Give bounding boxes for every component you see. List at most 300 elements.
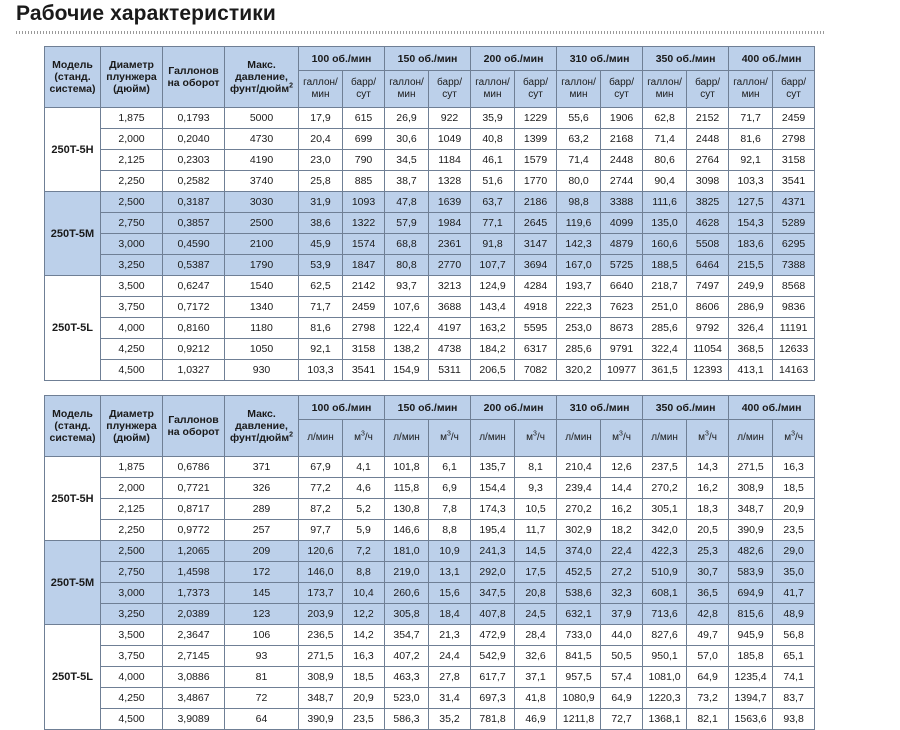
data-cell: 18,5 xyxy=(773,478,815,499)
header-model-label: Модель (станд. система) xyxy=(49,408,96,444)
model-cell: 250T-5H xyxy=(45,108,101,192)
data-cell: 37,1 xyxy=(515,667,557,688)
data-cell: 87,2 xyxy=(299,499,343,520)
data-cell: 103,3 xyxy=(299,360,343,381)
data-cell: 1211,8 xyxy=(557,709,601,730)
performance-table-metric xyxy=(44,395,815,730)
data-cell: 188,5 xyxy=(643,255,687,276)
data-cell: 239,4 xyxy=(557,478,601,499)
header-max-pressure-label: Макс. давление, фунт/дюйм xyxy=(229,59,290,95)
data-cell: 270,2 xyxy=(643,478,687,499)
data-cell: 1229 xyxy=(515,108,557,129)
data-cell: 538,6 xyxy=(557,583,601,604)
data-cell: 215,5 xyxy=(729,255,773,276)
data-cell: 241,3 xyxy=(471,541,515,562)
data-cell: 1220,3 xyxy=(643,688,687,709)
table-row xyxy=(45,520,815,541)
data-cell: 146,6 xyxy=(385,520,429,541)
header-unit-volume-suffix: /ч xyxy=(708,432,717,443)
data-cell: 523,0 xyxy=(385,688,429,709)
data-cell: 694,9 xyxy=(729,583,773,604)
data-cell: 183,6 xyxy=(729,234,773,255)
table-row xyxy=(45,129,815,150)
table-row xyxy=(45,360,815,381)
data-cell: 957,5 xyxy=(557,667,601,688)
data-cell: 10,4 xyxy=(343,583,385,604)
data-cell: 12633 xyxy=(773,339,815,360)
data-cell: 103,3 xyxy=(729,171,773,192)
data-cell: 5725 xyxy=(601,255,643,276)
data-cell: 81,6 xyxy=(729,129,773,150)
table-row xyxy=(45,318,815,339)
data-cell: 7,8 xyxy=(429,499,471,520)
data-cell: 2,500 xyxy=(101,192,163,213)
header-unit-volume xyxy=(601,420,643,457)
data-cell: 106 xyxy=(225,625,299,646)
data-cell: 1081,0 xyxy=(643,667,687,688)
data-cell: 945,9 xyxy=(729,625,773,646)
data-cell: 8673 xyxy=(601,318,643,339)
data-cell: 185,8 xyxy=(729,646,773,667)
data-cell: 2,500 xyxy=(101,541,163,562)
data-cell: 6,1 xyxy=(429,457,471,478)
data-cell: 790 xyxy=(343,150,385,171)
data-cell: 463,3 xyxy=(385,667,429,688)
data-cell: 55,6 xyxy=(557,108,601,129)
data-cell: 130,8 xyxy=(385,499,429,520)
data-cell: 127,5 xyxy=(729,192,773,213)
data-cell: 35,0 xyxy=(773,562,815,583)
data-cell: 93,8 xyxy=(773,709,815,730)
data-cell: 16,2 xyxy=(687,478,729,499)
data-cell: 5595 xyxy=(515,318,557,339)
data-cell: 2168 xyxy=(601,129,643,150)
data-cell: 219,0 xyxy=(385,562,429,583)
data-cell: 1847 xyxy=(343,255,385,276)
data-cell: 510,9 xyxy=(643,562,687,583)
data-cell: 348,7 xyxy=(299,688,343,709)
data-cell: 93,7 xyxy=(385,276,429,297)
header-unit-volume-label: барр/ сут xyxy=(437,77,462,100)
data-cell: 8,8 xyxy=(429,520,471,541)
data-cell: 1579 xyxy=(515,150,557,171)
data-cell: 3,000 xyxy=(101,234,163,255)
data-cell: 342,0 xyxy=(643,520,687,541)
model-cell: 250T-5M xyxy=(45,541,101,625)
data-cell: 210,4 xyxy=(557,457,601,478)
data-cell: 73,2 xyxy=(687,688,729,709)
data-cell: 81 xyxy=(225,667,299,688)
data-cell: 2,125 xyxy=(101,150,163,171)
data-cell: 5508 xyxy=(687,234,729,255)
data-cell: 16,3 xyxy=(773,457,815,478)
header-unit-volume-label: барр/ сут xyxy=(351,77,376,100)
data-cell: 98,8 xyxy=(557,192,601,213)
data-cell: 167,0 xyxy=(557,255,601,276)
data-cell: 38,6 xyxy=(299,213,343,234)
data-cell: 6,9 xyxy=(429,478,471,499)
data-cell: 31,4 xyxy=(429,688,471,709)
data-cell: 390,9 xyxy=(299,709,343,730)
header-rpm-group: 400 об./мин xyxy=(729,396,815,420)
data-cell: 4,000 xyxy=(101,318,163,339)
data-cell: 407,8 xyxy=(471,604,515,625)
data-cell: 4,1 xyxy=(343,457,385,478)
table-row xyxy=(45,255,815,276)
header-unit-volume-label: барр/ сут xyxy=(781,77,807,100)
data-cell: 122,4 xyxy=(385,318,429,339)
data-cell: 47,8 xyxy=(385,192,429,213)
data-cell: 18,3 xyxy=(687,499,729,520)
data-cell: 48,9 xyxy=(773,604,815,625)
data-cell: 1790 xyxy=(225,255,299,276)
header-unit-volume-suffix: /ч xyxy=(794,432,803,443)
data-cell: 107,7 xyxy=(471,255,515,276)
header-unit-volume-prefix: м xyxy=(784,432,792,443)
table-row xyxy=(45,583,815,604)
data-cell: 407,2 xyxy=(385,646,429,667)
data-cell: 0,8160 xyxy=(163,318,225,339)
data-cell: 236,5 xyxy=(299,625,343,646)
data-cell: 260,6 xyxy=(385,583,429,604)
data-cell: 8,8 xyxy=(343,562,385,583)
data-cell: 138,2 xyxy=(385,339,429,360)
data-cell: 45,9 xyxy=(299,234,343,255)
data-cell: 8568 xyxy=(773,276,815,297)
model-cell: 250T-5M xyxy=(45,192,101,276)
header-max-pressure-label: Макс. давление, фунт/дюйм xyxy=(229,408,290,444)
data-cell: 2,3647 xyxy=(163,625,225,646)
table-row xyxy=(45,499,815,520)
data-cell: 57,0 xyxy=(687,646,729,667)
data-cell: 2798 xyxy=(773,129,815,150)
data-cell: 3158 xyxy=(343,339,385,360)
data-cell: 7,2 xyxy=(343,541,385,562)
data-cell: 3688 xyxy=(429,297,471,318)
data-cell: 0,2040 xyxy=(163,129,225,150)
data-cell: 3,750 xyxy=(101,297,163,318)
data-cell: 0,6247 xyxy=(163,276,225,297)
data-cell: 5289 xyxy=(773,213,815,234)
table-row xyxy=(45,625,815,646)
data-cell: 7497 xyxy=(687,276,729,297)
data-cell: 26,9 xyxy=(385,108,429,129)
header-rpm-group: 400 об./мин xyxy=(729,47,815,71)
data-cell: 135,0 xyxy=(643,213,687,234)
data-cell: 23,0 xyxy=(299,150,343,171)
header-max-pressure-superscript: 2 xyxy=(289,431,294,439)
data-cell: 2798 xyxy=(343,318,385,339)
data-cell: 57,9 xyxy=(385,213,429,234)
data-cell: 16,3 xyxy=(343,646,385,667)
data-cell: 181,0 xyxy=(385,541,429,562)
data-cell: 286,9 xyxy=(729,297,773,318)
data-cell: 1574 xyxy=(343,234,385,255)
data-cell: 14163 xyxy=(773,360,815,381)
data-cell: 3030 xyxy=(225,192,299,213)
data-cell: 249,9 xyxy=(729,276,773,297)
data-cell: 0,2303 xyxy=(163,150,225,171)
header-unit-volume-label: барр/ сут xyxy=(695,77,721,100)
table-row xyxy=(45,213,815,234)
data-cell: 62,5 xyxy=(299,276,343,297)
data-cell: 22,4 xyxy=(601,541,643,562)
data-cell: 3,500 xyxy=(101,276,163,297)
data-cell: 0,3187 xyxy=(163,192,225,213)
data-cell: 80,8 xyxy=(385,255,429,276)
data-cell: 38,7 xyxy=(385,171,429,192)
data-cell: 74,1 xyxy=(773,667,815,688)
data-cell: 733,0 xyxy=(557,625,601,646)
data-cell: 107,6 xyxy=(385,297,429,318)
table-row xyxy=(45,339,815,360)
header-model xyxy=(45,396,101,457)
data-cell: 2100 xyxy=(225,234,299,255)
data-cell: 4918 xyxy=(515,297,557,318)
data-cell: 713,6 xyxy=(643,604,687,625)
data-cell: 62,8 xyxy=(643,108,687,129)
data-cell: 77,2 xyxy=(299,478,343,499)
data-cell: 21,3 xyxy=(429,625,471,646)
header-unit-flow: л/мин xyxy=(643,420,687,457)
data-cell: 2,0389 xyxy=(163,604,225,625)
data-cell: 135,7 xyxy=(471,457,515,478)
data-cell: 4738 xyxy=(429,339,471,360)
data-cell: 1080,9 xyxy=(557,688,601,709)
data-cell: 36,5 xyxy=(687,583,729,604)
data-cell: 583,9 xyxy=(729,562,773,583)
data-cell: 452,5 xyxy=(557,562,601,583)
data-cell: 8606 xyxy=(687,297,729,318)
data-cell: 308,9 xyxy=(729,478,773,499)
data-cell: 24,5 xyxy=(515,604,557,625)
data-cell: 2,7145 xyxy=(163,646,225,667)
data-cell: 3694 xyxy=(515,255,557,276)
data-cell: 0,7172 xyxy=(163,297,225,318)
header-unit-volume xyxy=(687,420,729,457)
header-unit-volume-superscript: 3 xyxy=(533,430,537,438)
data-cell: 193,7 xyxy=(557,276,601,297)
header-rpm-group: 100 об./мин xyxy=(299,396,385,420)
data-cell: 12,6 xyxy=(601,457,643,478)
data-cell: 14,5 xyxy=(515,541,557,562)
data-cell: 472,9 xyxy=(471,625,515,646)
data-cell: 0,9212 xyxy=(163,339,225,360)
data-cell: 237,5 xyxy=(643,457,687,478)
data-cell: 0,6786 xyxy=(163,457,225,478)
data-cell: 3,250 xyxy=(101,604,163,625)
data-cell: 20,4 xyxy=(299,129,343,150)
data-cell: 697,3 xyxy=(471,688,515,709)
header-unit-volume-superscript: 3 xyxy=(619,430,623,438)
data-cell: 1394,7 xyxy=(729,688,773,709)
data-cell: 11054 xyxy=(687,339,729,360)
data-cell: 615 xyxy=(343,108,385,129)
data-cell: 90,4 xyxy=(643,171,687,192)
data-cell: 0,9772 xyxy=(163,520,225,541)
data-cell: 143,4 xyxy=(471,297,515,318)
header-rpm-group: 100 об./мин xyxy=(299,47,385,71)
table-row xyxy=(45,171,815,192)
data-cell: 815,6 xyxy=(729,604,773,625)
data-cell: 1,875 xyxy=(101,457,163,478)
data-cell: 35,2 xyxy=(429,709,471,730)
data-cell: 308,9 xyxy=(299,667,343,688)
data-cell: 30,6 xyxy=(385,129,429,150)
data-cell: 18,4 xyxy=(429,604,471,625)
data-cell: 91,8 xyxy=(471,234,515,255)
data-cell: 101,8 xyxy=(385,457,429,478)
data-cell: 2152 xyxy=(687,108,729,129)
data-cell: 82,1 xyxy=(687,709,729,730)
header-unit-volume-superscript: 3 xyxy=(791,430,795,438)
data-cell: 71,4 xyxy=(557,150,601,171)
data-cell: 27,2 xyxy=(601,562,643,583)
data-cell: 2,750 xyxy=(101,213,163,234)
data-cell: 2,750 xyxy=(101,562,163,583)
data-cell: 93 xyxy=(225,646,299,667)
data-cell: 71,4 xyxy=(643,129,687,150)
header-unit-flow: галлон/ мин xyxy=(299,71,343,108)
data-cell: 49,7 xyxy=(687,625,729,646)
header-gallons-per-rev-label: Галлонов на оборот xyxy=(167,414,220,438)
data-cell: 632,1 xyxy=(557,604,601,625)
model-cell: 250T-5H xyxy=(45,457,101,541)
data-cell: 12393 xyxy=(687,360,729,381)
data-cell: 64 xyxy=(225,709,299,730)
data-cell: 23,5 xyxy=(343,709,385,730)
data-cell: 4879 xyxy=(601,234,643,255)
data-cell: 184,2 xyxy=(471,339,515,360)
data-cell: 1322 xyxy=(343,213,385,234)
data-cell: 16,2 xyxy=(601,499,643,520)
header-rpm-group: 200 об./мин xyxy=(471,396,557,420)
data-cell: 354,7 xyxy=(385,625,429,646)
header-unit-flow: галлон/ мин xyxy=(643,71,687,108)
header-gallons-per-rev-label: Галлонов на оборот xyxy=(167,65,220,89)
data-cell: 885 xyxy=(343,171,385,192)
data-cell: 371 xyxy=(225,457,299,478)
data-cell: 14,4 xyxy=(601,478,643,499)
data-cell: 115,8 xyxy=(385,478,429,499)
header-unit-volume-label: барр/ сут xyxy=(523,77,549,100)
header-unit-flow: л/мин xyxy=(471,420,515,457)
data-cell: 326,4 xyxy=(729,318,773,339)
data-cell: 172 xyxy=(225,562,299,583)
data-cell: 5,9 xyxy=(343,520,385,541)
data-cell: 7623 xyxy=(601,297,643,318)
data-cell: 271,5 xyxy=(729,457,773,478)
data-cell: 44,0 xyxy=(601,625,643,646)
data-cell: 930 xyxy=(225,360,299,381)
data-cell: 6295 xyxy=(773,234,815,255)
data-cell: 2459 xyxy=(773,108,815,129)
data-cell: 361,5 xyxy=(643,360,687,381)
data-cell: 586,3 xyxy=(385,709,429,730)
table-row xyxy=(45,276,815,297)
data-cell: 51,6 xyxy=(471,171,515,192)
data-cell: 542,9 xyxy=(471,646,515,667)
header-unit-volume-suffix: /ч xyxy=(364,432,373,443)
header-rpm-group: 310 об./мин xyxy=(557,47,643,71)
data-cell: 413,1 xyxy=(729,360,773,381)
data-cell: 302,9 xyxy=(557,520,601,541)
data-cell: 20,9 xyxy=(343,688,385,709)
data-cell: 222,3 xyxy=(557,297,601,318)
header-max-pressure xyxy=(225,47,299,108)
data-cell: 841,5 xyxy=(557,646,601,667)
data-cell: 3213 xyxy=(429,276,471,297)
data-cell: 154,9 xyxy=(385,360,429,381)
data-cell: 1563,6 xyxy=(729,709,773,730)
header-unit-volume xyxy=(773,420,815,457)
data-cell: 68,8 xyxy=(385,234,429,255)
data-cell: 3825 xyxy=(687,192,729,213)
data-cell: 285,6 xyxy=(643,318,687,339)
data-cell: 2186 xyxy=(515,192,557,213)
data-cell: 2,125 xyxy=(101,499,163,520)
data-cell: 617,7 xyxy=(471,667,515,688)
data-cell: 7082 xyxy=(515,360,557,381)
data-cell: 42,8 xyxy=(687,604,729,625)
data-cell: 154,3 xyxy=(729,213,773,234)
data-cell: 63,7 xyxy=(471,192,515,213)
data-cell: 3098 xyxy=(687,171,729,192)
data-cell: 30,7 xyxy=(687,562,729,583)
data-cell: 9791 xyxy=(601,339,643,360)
performance-table-imperial xyxy=(44,46,815,381)
data-cell: 17,5 xyxy=(515,562,557,583)
data-cell: 3147 xyxy=(515,234,557,255)
data-cell: 24,4 xyxy=(429,646,471,667)
data-cell: 5311 xyxy=(429,360,471,381)
data-cell: 174,3 xyxy=(471,499,515,520)
table-row xyxy=(45,478,815,499)
data-cell: 1340 xyxy=(225,297,299,318)
data-cell: 4371 xyxy=(773,192,815,213)
data-cell: 482,6 xyxy=(729,541,773,562)
header-rpm-group: 150 об./мин xyxy=(385,47,471,71)
data-cell: 57,4 xyxy=(601,667,643,688)
data-cell: 17,9 xyxy=(299,108,343,129)
data-cell: 390,9 xyxy=(729,520,773,541)
header-rpm-group: 150 об./мин xyxy=(385,396,471,420)
data-cell: 271,5 xyxy=(299,646,343,667)
data-cell: 1,0327 xyxy=(163,360,225,381)
data-cell: 257 xyxy=(225,520,299,541)
data-cell: 3,9089 xyxy=(163,709,225,730)
data-cell: 72,7 xyxy=(601,709,643,730)
header-unit-volume-prefix: м xyxy=(698,432,706,443)
data-cell: 41,7 xyxy=(773,583,815,604)
data-cell: 53,9 xyxy=(299,255,343,276)
header-unit-volume xyxy=(601,71,643,108)
data-cell: 6640 xyxy=(601,276,643,297)
data-cell: 4190 xyxy=(225,150,299,171)
header-gallons-per-rev xyxy=(163,47,225,108)
data-cell: 81,6 xyxy=(299,318,343,339)
data-cell: 20,5 xyxy=(687,520,729,541)
data-cell: 3,500 xyxy=(101,625,163,646)
data-cell: 10977 xyxy=(601,360,643,381)
data-cell: 322,4 xyxy=(643,339,687,360)
data-cell: 285,6 xyxy=(557,339,601,360)
data-cell: 781,8 xyxy=(471,709,515,730)
data-cell: 6464 xyxy=(687,255,729,276)
data-cell: 15,6 xyxy=(429,583,471,604)
data-cell: 2770 xyxy=(429,255,471,276)
table-row xyxy=(45,604,815,625)
